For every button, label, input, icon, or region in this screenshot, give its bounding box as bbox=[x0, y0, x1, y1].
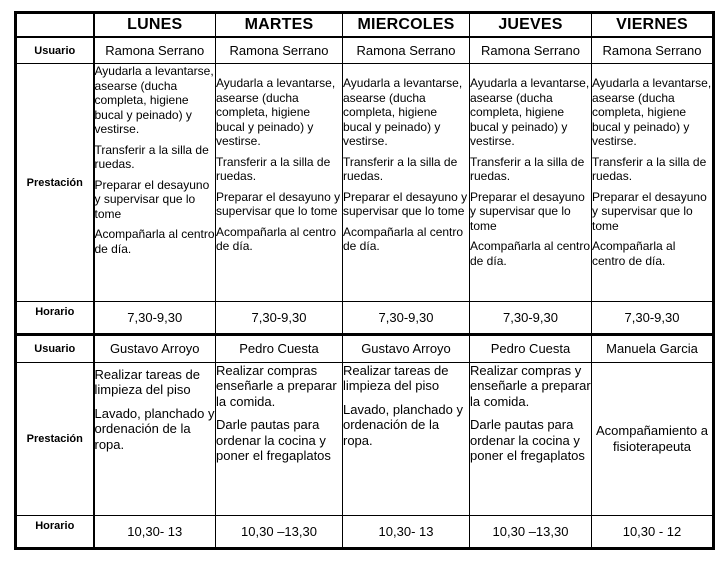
morning-service-row bbox=[16, 64, 714, 302]
header-row bbox=[16, 13, 714, 37]
task-cell bbox=[592, 64, 714, 302]
task-item: Ayudarla a levantarse, asearse (ducha completa, higiene bucal y peinado) y vestirse. bbox=[94, 64, 214, 137]
task-item: Darle pautas para ordenar la cocina y poner el fregaplatos bbox=[470, 417, 585, 464]
time-cell: 10,30 –13,30 bbox=[470, 515, 592, 548]
row-label-service: Prestación bbox=[16, 362, 94, 515]
afternoon-service-row bbox=[16, 362, 714, 515]
time-cell: 10,30- 13 bbox=[343, 515, 470, 548]
row-label-user: Usuario bbox=[16, 335, 94, 362]
afternoon-user-row bbox=[16, 335, 714, 362]
task-item: Ayudarla a levantarse, asearse (ducha completa, higiene bucal y peinado) y vestirse. bbox=[216, 76, 336, 149]
day-header-lunes: LUNES bbox=[94, 13, 216, 37]
time-cell: 7,30-9,30 bbox=[343, 302, 470, 335]
row-label-user: Usuario bbox=[16, 37, 94, 64]
task-cell bbox=[343, 64, 470, 302]
user-cell: Ramona Serrano bbox=[216, 37, 343, 64]
task-item: Preparar el desayuno y supervisar que lo tome bbox=[470, 189, 585, 233]
user-cell: Ramona Serrano bbox=[470, 37, 592, 64]
time-cell: 7,30-9,30 bbox=[592, 302, 714, 335]
row-label-service: Prestación bbox=[16, 64, 94, 302]
task-item: Acompañarla al centro de día. bbox=[592, 239, 676, 268]
task-item: Transferir a la silla de ruedas. bbox=[592, 154, 707, 184]
task-item: Acompañarla al centro de día. bbox=[343, 224, 464, 254]
weekly-care-schedule bbox=[14, 11, 715, 550]
task-item: Realizar tareas de limpieza del piso bbox=[94, 366, 200, 398]
row-label-schedule: Horario bbox=[16, 515, 94, 548]
user-cell: Ramona Serrano bbox=[343, 37, 470, 64]
day-header-viernes: VIERNES bbox=[592, 13, 714, 37]
task-item: Ayudarla a levantarse, asearse (ducha completa, higiene bucal y peinado) y vestirse. bbox=[470, 76, 590, 149]
task-item: Preparar el desayuno y supervisar que lo tome bbox=[592, 189, 707, 233]
day-header-jueves: JUEVES bbox=[470, 13, 592, 37]
task-item: Transferir a la silla de ruedas. bbox=[470, 154, 585, 184]
task-cell bbox=[470, 362, 592, 515]
task-item: Preparar el desayuno y supervisar que lo tome bbox=[94, 177, 210, 221]
user-cell: Manuela Garcia bbox=[592, 335, 714, 362]
morning-schedule-row bbox=[16, 302, 714, 335]
day-header-miercoles: MIERCOLES bbox=[343, 13, 470, 37]
task-cell bbox=[216, 64, 343, 302]
task-cell bbox=[216, 362, 343, 515]
task-item: Lavado, planchado y ordenación de la ropa. bbox=[343, 401, 463, 448]
time-cell: 7,30-9,30 bbox=[216, 302, 343, 335]
task-cell bbox=[470, 64, 592, 302]
task-item: Ayudarla a levantarse, asearse (ducha completa, higiene bucal y peinado) y vestirse. bbox=[592, 76, 712, 149]
task-item: Transferir a la silla de ruedas. bbox=[343, 154, 458, 184]
task-item: Realizar tareas de limpieza del piso bbox=[343, 362, 449, 394]
day-header-martes: MARTES bbox=[216, 13, 343, 37]
row-label-schedule: Horario bbox=[16, 302, 94, 335]
user-cell: Ramona Serrano bbox=[94, 37, 216, 64]
user-cell: Gustavo Arroyo bbox=[94, 335, 216, 362]
task-item: Acompañamiento a fisioterapeuta bbox=[595, 423, 708, 454]
task-item: Lavado, planchado y ordenación de la ropa. bbox=[94, 405, 215, 452]
corner-cell bbox=[16, 13, 94, 37]
time-cell: 10,30 –13,30 bbox=[216, 515, 343, 548]
task-item: Acompañarla al centro de día. bbox=[216, 224, 337, 254]
user-cell: Pedro Cuesta bbox=[470, 335, 592, 362]
task-cell bbox=[94, 64, 216, 302]
task-item: Preparar el desayuno y supervisar que lo tome bbox=[216, 189, 341, 219]
task-cell bbox=[343, 362, 470, 515]
time-cell: 10,30- 13 bbox=[94, 515, 216, 548]
task-cell bbox=[592, 362, 714, 515]
task-item: Transferir a la silla de ruedas. bbox=[216, 154, 331, 184]
task-item: Preparar el desayuno y supervisar que lo tome bbox=[343, 189, 468, 219]
time-cell: 7,30-9,30 bbox=[470, 302, 592, 335]
task-item: Realizar compras enseñarle a preparar la comida. bbox=[216, 362, 337, 409]
time-cell: 7,30-9,30 bbox=[94, 302, 216, 335]
task-item: Transferir a la silla de ruedas. bbox=[94, 142, 209, 172]
task-item: Realizar compras y enseñarle a preparar la comida. bbox=[470, 362, 591, 409]
user-cell: Pedro Cuesta bbox=[216, 335, 343, 362]
task-item: Ayudarla a levantarse, asearse (ducha completa, higiene bucal y peinado) y vestirse. bbox=[343, 76, 463, 149]
task-item: Darle pautas para ordenar la cocina y poner el fregaplatos bbox=[216, 417, 331, 464]
task-item: Acompañarla al centro de día. bbox=[470, 239, 591, 268]
user-cell: Ramona Serrano bbox=[592, 37, 714, 64]
time-cell: 10,30 - 12 bbox=[592, 515, 714, 548]
user-cell: Gustavo Arroyo bbox=[343, 335, 470, 362]
task-item: Acompañarla al centro de día. bbox=[94, 227, 215, 256]
afternoon-schedule-row bbox=[16, 515, 714, 548]
task-cell bbox=[94, 362, 216, 515]
morning-user-row bbox=[16, 37, 714, 64]
